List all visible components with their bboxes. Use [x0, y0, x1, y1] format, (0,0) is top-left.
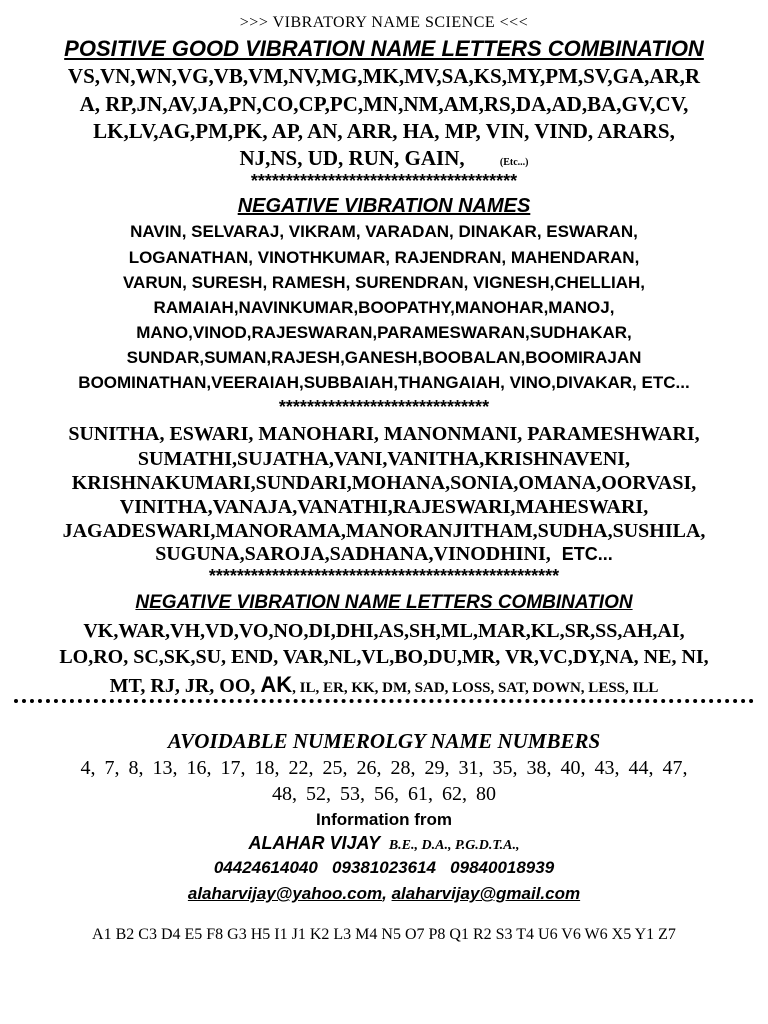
author-name: ALAHAR VIJAY: [248, 833, 380, 853]
positive-line-4: [0, 146, 768, 171]
negative-female-line-1: SUNITHA, ESWARI, MANOHARI, MANONMANI, PARAMESHWARI,: [68, 423, 700, 445]
negative-male-line-1: NAVIN, SELVARAJ, VIKRAM, VARADAN, DINAKAR, ESWARAN,: [130, 222, 638, 241]
negative-female-line-6: [0, 543, 768, 566]
email-gmail-link[interactable]: alaharvijay@gmail.com: [391, 884, 581, 903]
negative-combination-line-3-part-1: MT, RJ, JR, OO,: [109, 675, 256, 697]
email-yahoo-link[interactable]: alaharvijay@yahoo.com: [187, 884, 383, 903]
information-label: Information from: [316, 810, 452, 829]
negative-female-etc: ETC...: [561, 544, 613, 564]
positive-etc: (Etc...): [499, 157, 529, 168]
negative-combination-line-1: VK,WAR,VH,VD,VO,NO,DI,DHI,AS,SH,ML,MAR,KL,SR,SS,AH,AI,: [83, 620, 685, 642]
positive-line-3: LK,LV,AG,PM,PK, AP, AN, ARR, HA, MP, VIN, VIND, ARARS,: [93, 119, 675, 143]
author-line: [0, 833, 768, 854]
author-degrees: B.E., D.A., P.G.D.T.A.,: [388, 838, 520, 853]
positive-line-2: A, RP,JN,AV,JA,PN,CO,CP,PC,MN,NM,AM,RS,DA,AD,BA,GV,CV,: [79, 92, 689, 116]
email-separator: ,: [382, 884, 387, 903]
negative-names-title: NEGATIVE VIBRATION NAMES: [237, 195, 531, 217]
negative-combination-line-3: [0, 672, 768, 698]
positive-title: POSITIVE GOOD VIBRATION NAME LETTERS COMBINATION: [64, 36, 704, 61]
negative-female-line-2: SUMATHI,SUJATHA,VANI,VANITHA,KRISHNAVENI,: [137, 448, 631, 470]
negative-female-line-4: VINITHA,VANAJA,VANATHI,RAJESWARI,MAHESWARI,: [119, 496, 649, 518]
avoidable-numbers-line-1: 4, 7, 8, 13, 16, 17, 18, 22, 25, 26, 28, 29, 31, 35, 38, 40, 43, 44, 47,: [80, 757, 688, 779]
negative-combination-ak: AK: [260, 672, 293, 697]
negative-male-etc: ETC...: [641, 373, 690, 392]
negative-female-line-5: JAGADESWARI,MANORAMA,MANORANJITHAM,SUDHA,SUSHILA,: [62, 520, 706, 542]
negative-male-line-6: SUNDAR,SUMAN,RAJESH,GANESH,BOOBALAN,BOOMIRAJAN: [126, 348, 642, 367]
avoidable-numbers-title: AVOIDABLE NUMEROLGY NAME NUMBERS: [167, 729, 601, 753]
negative-male-line-7-text: BOOMINATHAN,VEERAIAH,SUBBAIAH,THANGAIAH, VINO,DIVAKAR,: [78, 373, 637, 392]
email-line: [0, 884, 768, 904]
stars-divider-3: **************************************************: [208, 566, 560, 586]
stars-divider-2: ******************************: [278, 397, 490, 417]
top-title: >>> VIBRATORY NAME SCIENCE <<<: [239, 14, 529, 31]
negative-combination-line-2: LO,RO, SC,SK,SU, END, VAR,NL,VL,BO,DU,MR, VR,VC,DY,NA, NE, NI,: [59, 646, 709, 668]
dotted-divider: [14, 699, 754, 703]
negative-combination-title: NEGATIVE VIBRATION NAME LETTERS COMBINATION: [135, 592, 633, 613]
negative-combination-line-3-part-2: , IL, ER, KK, DM, SAD, LOSS, SAT, DOWN, LESS, ILL: [292, 680, 659, 696]
negative-male-line-7: [0, 373, 768, 393]
positive-line-4-text: NJ,NS, UD, RUN, GAIN,: [239, 146, 465, 170]
negative-male-line-3: VARUN, SURESH, RAMESH, SURENDRAN, VIGNESH,CHELLIAH,: [122, 273, 645, 292]
phone-numbers: 04424614040 09381023614 09840018939: [213, 858, 555, 877]
negative-female-line-3: KRISHNAKUMARI,SUNDARI,MOHANA,SONIA,OMANA,OORVASI,: [71, 472, 697, 494]
avoidable-numbers-line-2: 48, 52, 53, 56, 61, 62, 80: [272, 783, 496, 805]
alphabet-values: A1 B2 C3 D4 E5 F8 G3 H5 I1 J1 K2 L3 M4 N5 O7 P8 Q1 R2 S3 T4 U6 V6 W6 X5 Y1 Z7: [92, 926, 676, 943]
negative-male-line-4: RAMAIAH,NAVINKUMAR,BOOPATHY,MANOHAR,MANOJ,: [153, 298, 615, 317]
negative-male-line-5: MANO,VINOD,RAJESWARAN,PARAMESWARAN,SUDHAKAR,: [136, 323, 632, 342]
stars-divider-1: **************************************: [250, 171, 518, 191]
negative-female-line-6-text: SUGUNA,SAROJA,SADHANA,VINODHINI,: [155, 543, 551, 565]
positive-line-1: VS,VN,WN,VG,VB,VM,NV,MG,MK,MV,SA,KS,MY,PM,SV,GA,AR,R: [67, 64, 701, 88]
negative-male-line-2: LOGANATHAN, VINOTHKUMAR, RAJENDRAN, MAHENDARAN,: [128, 248, 640, 267]
